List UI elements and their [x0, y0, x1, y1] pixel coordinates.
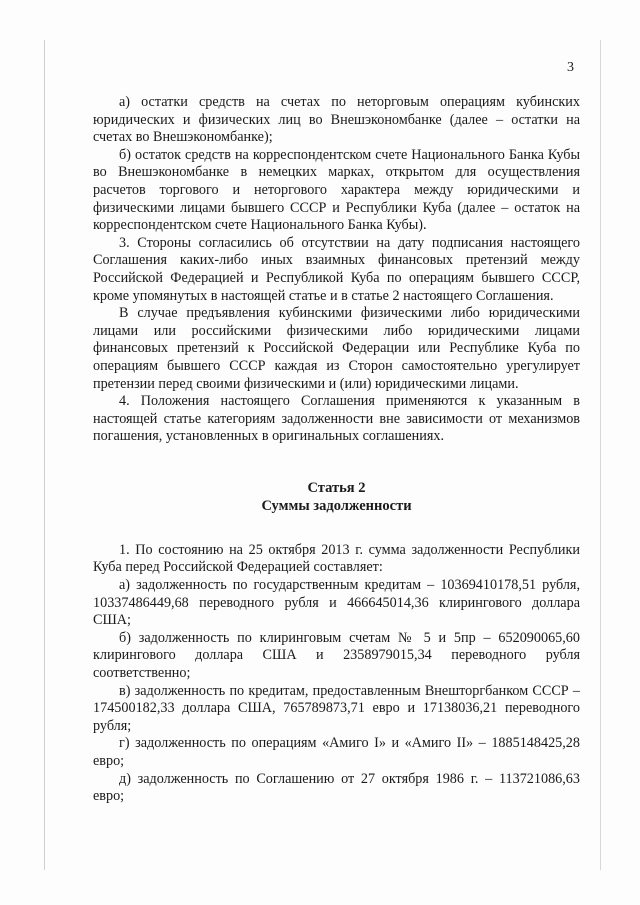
article-title: Суммы задолженности	[261, 497, 412, 514]
paragraph-amigo-operations: г) задолженность по операциям «Амиго I» и «Амиго II» – 1885148425,28 евро;	[93, 735, 580, 769]
paragraph-debt-total: 1. По состоянию на 25 октября 2013 г. сумма задолженности Республики Куба перед Российской Федерацией составляет:	[93, 541, 580, 576]
article-number: Статья 2	[307, 479, 366, 496]
page-edge-left	[44, 40, 45, 870]
paragraph-no-claims: 3. Стороны согласились об отсутствии на дату подписания настоящего Соглашения каких-либо иных взаимных финансовых претензий между Российской Федерацией и Республикой Куба по операциям бывшего СССР, кроме упомянутых в настоящей статье и в статье 2 настоящего Соглашения.	[93, 234, 580, 304]
paragraph-state-credits: а) задолженность по государственным кредитам – 10369410178,51 рубля, 10337486449,68 переводного рубля и 466645014,36 клирингового доллара США;	[93, 577, 580, 629]
paragraph-correspondent-account: б) остаток средств на корреспондентском счете Национального Банка Кубы во Внешэкономбанке в немецких марках, открытом для осуществления расчетов торгового и неторгового характера между юридическими и физическими лицами бывшего СССР и Республики Куба (далее – остаток на корреспондентском счете Национального Банка Кубы).	[93, 146, 580, 234]
paragraph-provisions: 4. Положения настоящего Соглашения применяются к указанным в настоящей статье категориям задолженности вне зависимости от механизмов погашения, установленных в оригинальных соглашениях.	[93, 393, 580, 445]
page-number: 3	[567, 60, 574, 75]
paragraph-claims-settlement: В случае предъявления кубинскими физическими либо юридическими лицами или российскими физическими либо юридическими лицами финансовых претензий к Российской Федерации или Республике Куба по операциям бывшего СССР каждая из Сторон самостоятельно урегулирует претензии перед своими физическими и (или) юридическими лицами.	[93, 305, 580, 392]
document-body	[93, 94, 580, 806]
paragraph-remaining-accounts: а) остатки средств на счетах по неторговым операциям кубинских юридических и физических лиц во Внешэкономбанке (далее – остатки на счетах во Внешэкономбанке);	[93, 94, 580, 146]
paragraph-1986-agreement: д) задолженность по Соглашению от 27 октября 1986 г. – 113721086,63 евро;	[93, 770, 580, 805]
paragraph-vneshtorgbank-credits: в) задолженность по кредитам, предоставленным Внешторгбанком СССР – 174500182,33 доллара США, 765789873,71 евро и 17138036,21 переводного рубля;	[93, 682, 580, 734]
page-edge-right	[600, 40, 601, 870]
paragraph-clearing-accounts: б) задолженность по клиринговым счетам № 5 и 5пр – 652090065,60 клирингового доллара США и 2358979015,34 переводного рубля соответственно;	[93, 629, 580, 682]
